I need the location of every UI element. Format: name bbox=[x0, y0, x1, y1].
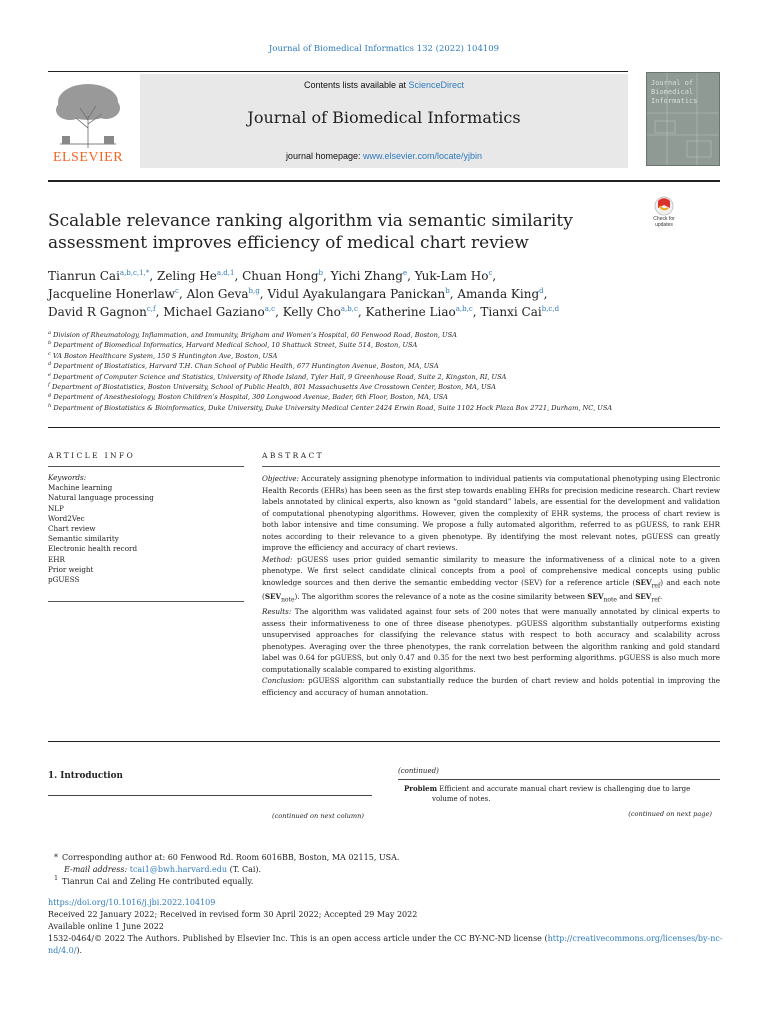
available-online: Available online 1 June 2022 bbox=[48, 922, 164, 931]
journal-cover-thumbnail[interactable] bbox=[646, 72, 720, 166]
author-separator: , bbox=[259, 287, 268, 301]
article-metadata bbox=[48, 897, 724, 957]
check-for-updates-icon bbox=[648, 196, 680, 216]
author-name: Kelly Cho bbox=[282, 305, 341, 319]
method-text-5: . bbox=[659, 592, 663, 602]
author-affiliation-marks[interactable]: b,c,d bbox=[541, 305, 560, 313]
keyword-item: EHR bbox=[48, 554, 65, 564]
method-text-3: ). The algorithm scores the relevance of a note as the cosine similarity between bbox=[294, 592, 588, 602]
table-row bbox=[404, 784, 716, 804]
equal-text: Tianrun Cai and Zeling He contributed equally. bbox=[62, 877, 254, 886]
affiliation-item bbox=[48, 340, 728, 350]
sev-ref-sub: ref bbox=[651, 581, 661, 589]
abstract-method bbox=[262, 554, 720, 607]
author-separator: , bbox=[449, 287, 458, 301]
affiliation-mark: d bbox=[48, 361, 52, 368]
abstract-rule bbox=[262, 466, 720, 467]
author-affiliation-marks[interactable]: a,b,c bbox=[340, 305, 358, 313]
license-suffix: ). bbox=[76, 946, 83, 955]
keywords-label: Keywords: bbox=[48, 473, 87, 482]
affiliation-item bbox=[48, 372, 728, 382]
author-separator: , bbox=[323, 269, 331, 283]
section-rule bbox=[48, 427, 720, 428]
cover-title: Journal of Biomedical Informatics bbox=[651, 79, 698, 105]
author-separator: , bbox=[234, 269, 243, 283]
method-text-1: pGUESS uses prior guided semantic similarity to measure the informativeness of a clinical note to a given phenotype. We first select candidate clinical concepts from a pool of comprehensive medical concepts using public knowledge sources and then derive the semantic embedding vector (SEV) for a reference article ( bbox=[262, 554, 720, 587]
email-suffix: (T. Cai). bbox=[227, 865, 262, 874]
author-name: Tianrun Cai bbox=[48, 269, 120, 283]
method-label: Method: bbox=[262, 554, 293, 564]
continued-next-column: (continued on next column) bbox=[272, 812, 364, 820]
author-name: Tianxi Cai bbox=[480, 305, 542, 319]
author-name: Zeling He bbox=[156, 269, 217, 283]
journal-title: Journal of Biomedical Informatics bbox=[247, 108, 521, 127]
homepage-prefix: journal homepage: bbox=[285, 151, 363, 161]
article-title: Scalable relevance ranking algorithm via semantic similarity assessment improves efficiency of medical chart review bbox=[48, 211, 573, 253]
abstract-results bbox=[262, 606, 720, 675]
sev-note-sub: note bbox=[281, 596, 295, 604]
problem-label: Problem bbox=[404, 784, 438, 793]
affiliation-mark: g bbox=[48, 392, 52, 399]
keyword-item: Natural language processing bbox=[48, 493, 154, 503]
affiliation-mark: a bbox=[48, 329, 51, 336]
section-rule-bottom bbox=[48, 741, 720, 742]
keyword-item: Machine learning bbox=[48, 483, 113, 493]
doi-link[interactable]: https://doi.org/10.1016/j.jbi.2022.104109 bbox=[48, 898, 216, 907]
abstract-objective bbox=[262, 473, 720, 554]
email-link[interactable]: tcai1@bwh.harvard.edu bbox=[129, 865, 228, 874]
introduction-heading: 1. Introduction bbox=[48, 771, 123, 781]
column-rule bbox=[48, 795, 372, 796]
author-affiliation-marks[interactable]: b bbox=[318, 269, 324, 277]
problem-text-cont: volume of notes. bbox=[432, 795, 491, 803]
author-name: Jacqueline Honerlaw bbox=[48, 287, 176, 301]
corr-text: Corresponding author at: 60 Fenwood Rd. Room 6016BB, Boston, MA 02115, USA. bbox=[62, 853, 400, 862]
author-affiliation-marks[interactable]: a,b,c,1,* bbox=[119, 269, 150, 277]
corr-mark: * bbox=[54, 853, 58, 862]
sev-symbol: SEV bbox=[264, 592, 282, 602]
author-affiliation-marks[interactable]: c,f bbox=[146, 305, 156, 313]
affiliation-text: Department of Biostatistics, Harvard T.H. Chan School of Public Health, 677 Huntington Avenue, Boston, MA, USA bbox=[53, 362, 439, 371]
affiliation-item bbox=[48, 403, 728, 413]
affiliation-item bbox=[48, 351, 728, 361]
author-affiliation-marks[interactable]: b,g bbox=[248, 287, 260, 295]
affiliation-item bbox=[48, 330, 728, 340]
journal-homepage-line bbox=[140, 151, 628, 161]
author-affiliation-marks[interactable]: a,d,1 bbox=[216, 269, 235, 277]
license-link[interactable]: http://creativecommons.org/licenses/by-nc-nd/4.0/ bbox=[48, 934, 723, 955]
affiliation-mark: b bbox=[48, 340, 52, 347]
author-affiliation-marks[interactable]: c bbox=[488, 269, 493, 277]
affiliation-text: Department of Biostatistics, Boston University, School of Public Health, 801 Massachusetts Ave Crosstown Center, Boston, MA, USA bbox=[51, 383, 496, 392]
objective-label: Objective: bbox=[262, 474, 299, 483]
author-name: Alon Geva bbox=[186, 287, 249, 301]
affiliation-text: Department of Computer Science and Statistics, University of Rhode Island, Tyler Hall, 9 Greenhouse Road, Suite 2, Kingston, RI, USA bbox=[53, 372, 507, 381]
method-text-4: and bbox=[616, 592, 636, 602]
affiliation-text: Division of Rheumatology, Inflammation, and Immunity, Brigham and Women’s Hospital, 60 Fenwood Road, Boston, USA bbox=[53, 331, 457, 339]
corresponding-author-note bbox=[48, 852, 728, 864]
header-rule-top bbox=[48, 71, 628, 72]
conclusion-label: Conclusion: bbox=[262, 676, 305, 686]
keywords-list bbox=[48, 483, 244, 585]
author-separator: , bbox=[472, 305, 481, 319]
affiliation-item bbox=[48, 392, 728, 402]
keyword-item: Word2Vec bbox=[48, 513, 85, 523]
keywords-block bbox=[48, 473, 244, 585]
affiliation-text: Department of Anesthesiology, Boston Children’s Hospital, 300 Longwood Avenue, Bader, 6th Floor, Boston, MA, USA bbox=[53, 393, 448, 402]
author-affiliation-marks[interactable]: e bbox=[402, 269, 408, 277]
problem-text: Efficient and accurate manual chart review is challenging due to large bbox=[437, 785, 691, 793]
affiliation-mark: h bbox=[48, 402, 52, 409]
abstract-conclusion bbox=[262, 675, 720, 698]
keyword-item: Semantic similarity bbox=[48, 534, 119, 544]
sev-symbol: SEV bbox=[635, 592, 652, 602]
author-name: Chuan Hong bbox=[242, 269, 319, 283]
author-separator: , bbox=[178, 287, 187, 301]
article-info-rule-bottom bbox=[48, 601, 244, 602]
author-separator: , bbox=[492, 269, 497, 283]
author-affiliation-marks[interactable]: d bbox=[539, 287, 544, 295]
author-affiliation-marks[interactable]: c bbox=[175, 287, 179, 295]
affiliation-text: VA Boston Healthcare System, 150 S Huntington Ave, Boston, USA bbox=[52, 351, 278, 360]
article-info-heading: ARTICLE INFO bbox=[48, 451, 136, 460]
homepage-link[interactable]: www.elsevier.com/locate/yjbin bbox=[363, 151, 483, 161]
affiliation-list bbox=[48, 330, 728, 413]
sev-symbol: SEV bbox=[635, 577, 652, 587]
affiliation-text: Department of Biomedical Informatics, Harvard Medical School, 10 Shattuck Street, Suite 514, Boston, USA bbox=[53, 341, 418, 350]
table-continued-label: (continued) bbox=[398, 767, 439, 775]
article-info-rule bbox=[48, 466, 244, 467]
sev-note-sub: note bbox=[603, 596, 617, 604]
affiliation-text: Department of Biostatistics & Bioinformatics, Duke University, Duke University Medical Center 2424 Erwin Road, Suite 1102 Hock Plaza Box 2721, Durham, NC, USA bbox=[53, 403, 613, 412]
check-for-updates-badge[interactable] bbox=[648, 196, 680, 230]
affiliation-mark: c bbox=[48, 350, 51, 357]
author-separator: , bbox=[357, 305, 366, 319]
continued-next-page: (continued on next page) bbox=[628, 810, 712, 818]
objective-text: Accurately assigning phenotype information to individual patients via computational phenotyping using Electronic Health Records (EHRs) has been seen as the first step towards enabling EHRs for precision medicine research. Chart review labels annotated by clinical experts, also known as “gold standard” labels, are essential for the development and validation of computational phenotyping algorithms. However, given the complexity of EHR systems, the process of chart review is both labor intensive and time consuming. We propose a fully automated algorithm, referred to as pGUESS, to rank EHR notes according to their relevance to a given phenotype. By identifying the most relevant notes, pGUESS can greatly improve the efficiency and accuracy of chart reviews. bbox=[262, 474, 720, 552]
affiliation-mark: e bbox=[48, 371, 51, 378]
license-prefix: 1532-0464/© 2022 The Authors. Published by Elsevier Inc. This is an open access article under the CC BY-NC-ND license ( bbox=[48, 934, 548, 943]
author-separator: , bbox=[543, 287, 548, 301]
keyword-item: NLP bbox=[48, 503, 64, 513]
contents-prefix: Contents lists available at bbox=[303, 80, 409, 90]
equal-contribution-note: 1 Tianrun Cai and Zeling He contributed equally. bbox=[54, 875, 254, 886]
author-separator: , bbox=[275, 305, 283, 319]
author-affiliation-marks[interactable]: b bbox=[445, 287, 450, 295]
keyword-item: pGUESS bbox=[48, 575, 80, 585]
header-rule-bottom bbox=[48, 180, 720, 182]
author-affiliation-marks[interactable]: a,c bbox=[264, 305, 276, 313]
author-name: Katherine Liao bbox=[365, 305, 456, 319]
author-name: David R Gagnon bbox=[48, 305, 147, 319]
elsevier-wordmark: ELSEVIER bbox=[52, 150, 124, 165]
table-rule bbox=[398, 779, 720, 780]
author-list bbox=[48, 267, 668, 321]
email-note bbox=[48, 864, 728, 876]
check-for-updates-label: Check for updates bbox=[653, 216, 675, 228]
affiliation-mark: f bbox=[48, 381, 50, 388]
affiliation-item bbox=[48, 361, 728, 371]
contents-line bbox=[140, 80, 628, 90]
author-separator: , bbox=[149, 269, 157, 283]
author-name: Yichi Zhang bbox=[330, 269, 403, 283]
results-text: The algorithm was validated against four sets of 200 notes that were manually annotated by clinical experts to assess their informativeness to one of three disease phenotypes. pGUESS algorithm substantially outperforms existing unsupervised approaches for classifying the relevance status with respect to both accuracy and scalability across phenotypes. Averaging over the three phenotypes, the rank correlation between the algorithm ranking and gold standard label was 0.64 for pGUESS, but only 0.47 and 0.35 for the next two best performing algorithms. pGUESS is also much more computationally scalable compared to existing algorithms. bbox=[262, 607, 720, 674]
conclusion-text: pGUESS algorithm can substantially reduce the burden of chart review and holds potential in improving the efficiency and accuracy of human annotation. bbox=[262, 676, 720, 697]
journal-citation[interactable]: Journal of Biomedical Informatics 132 (2022) 104109 bbox=[268, 44, 500, 54]
sev-symbol: SEV bbox=[587, 592, 604, 602]
author-separator: , bbox=[155, 305, 164, 319]
author-name: Michael Gaziano bbox=[163, 305, 265, 319]
results-label: Results: bbox=[262, 607, 292, 617]
author-name: Yuk-Lam Ho bbox=[414, 269, 489, 283]
method-text-2: ) and each note ( bbox=[262, 577, 720, 602]
received-dates: Received 22 January 2022; Received in revised form 30 April 2022; Accepted 29 May 2022 bbox=[48, 910, 418, 919]
author-name: Amanda King bbox=[457, 287, 540, 301]
author-affiliation-marks[interactable]: a,b,c bbox=[455, 305, 473, 313]
keyword-item: Electronic health record bbox=[48, 544, 138, 554]
affiliation-item bbox=[48, 382, 728, 392]
author-name: Vidul Ayakulangara Panickan bbox=[267, 287, 446, 301]
abstract-body bbox=[262, 473, 720, 698]
keyword-item: Chart review bbox=[48, 524, 96, 534]
keyword-item: Prior weight bbox=[48, 564, 94, 574]
author-separator: , bbox=[407, 269, 415, 283]
license-statement bbox=[48, 933, 724, 957]
sev-ref-sub: ref bbox=[651, 596, 660, 604]
footnotes bbox=[48, 852, 728, 888]
abstract-heading: ABSTRACT bbox=[262, 451, 325, 460]
sciencedirect-link[interactable]: ScienceDirect bbox=[408, 80, 465, 90]
email-label: E-mail address: bbox=[64, 865, 128, 874]
